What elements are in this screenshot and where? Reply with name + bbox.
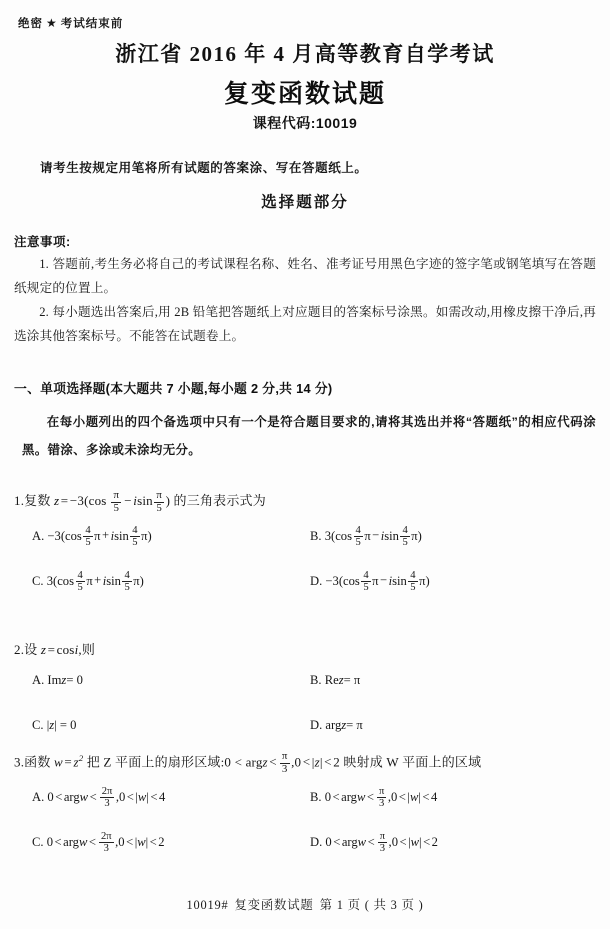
math-z: z: [49, 718, 55, 732]
fraction-denominator: 5: [410, 581, 416, 593]
question-3-stem-mid: 把 Z 平面上的扇形区域:0 < arg: [86, 754, 263, 770]
math-plus: +: [94, 573, 102, 588]
question-1-stem-suffix: 的三角表示式为: [173, 493, 266, 509]
math-lt: <: [126, 789, 134, 804]
math-sin: sin: [106, 573, 121, 588]
math-zero: 0: [118, 789, 126, 804]
math-cos: cos: [88, 493, 107, 509]
math-pi: π: [364, 528, 371, 543]
fraction-numerator: 4: [402, 524, 408, 536]
question-2-number: 2.: [14, 642, 25, 657]
question-2-option-b[interactable]: [310, 670, 360, 690]
math-zero: 0: [391, 789, 398, 804]
fraction-4-5: [76, 570, 85, 594]
math-w: w: [357, 834, 367, 849]
math-zero: 0: [325, 834, 332, 849]
fraction-denominator: 5: [77, 581, 83, 593]
math-w: w: [137, 789, 147, 804]
math-lt: <: [366, 789, 374, 804]
fraction-numerator: 4: [124, 569, 130, 581]
fraction-denominator: 5: [85, 536, 91, 548]
fraction-4-5: [122, 570, 131, 594]
secrecy-marking: [18, 15, 123, 31]
footer-page-number: 第 1 页 ( 共 3 页 ): [319, 898, 424, 912]
option-text: arg: [325, 718, 342, 732]
fraction-denominator: 5: [363, 581, 369, 593]
fraction-pi-3: [280, 751, 290, 776]
note-item-1: 1. 答题前,考生务必将自己的考试课程名称、姓名、准考证号用黑色字迹的签字笔或钢笔填写在答题纸规定的位置上。: [14, 257, 596, 295]
math-i: i: [74, 642, 79, 657]
math-w: w: [78, 834, 88, 849]
exam-title: 浙江省 2016 年 4 月高等教育自学考试: [115, 42, 495, 66]
question-1-option-d[interactable]: D. −3(cos $\frac{4}{5}$ π − isin $\frac{4}{5}$ π): [310, 569, 430, 593]
footer-course-code: 10019#: [186, 898, 229, 912]
question-1-option-b[interactable]: B. 3(cos $\frac{4}{5}$ π − isin $\frac{4}{5}$ π): [310, 524, 422, 548]
math-lt: <: [89, 789, 97, 804]
math-sin: sin: [384, 528, 399, 543]
fraction-numerator: 4: [85, 524, 91, 536]
fraction-pi-5: [111, 490, 121, 515]
option-label: C.: [32, 573, 44, 588]
question-2-option-a[interactable]: [32, 670, 83, 690]
fraction-numerator: 4: [77, 569, 83, 581]
math-z: z: [73, 754, 79, 770]
option-rest: | = 0: [54, 718, 77, 732]
math-w: w: [137, 834, 146, 849]
fraction-denominator: 5: [132, 536, 138, 548]
question-3-stem-suffix: 映射成 W 平面上的区域: [343, 754, 482, 770]
option-text: Im: [47, 673, 62, 687]
question-2-options-row-1: [14, 660, 598, 705]
math-plus: +: [101, 528, 110, 543]
question-1-options-row-2: [14, 560, 598, 605]
question-1-stem-prefix: 复数: [24, 493, 51, 509]
math-lt: <: [324, 754, 332, 770]
math-zero: 0: [391, 834, 398, 849]
math-2: 2: [431, 834, 438, 849]
math-zero: 0: [47, 789, 54, 804]
math-4: 4: [430, 789, 438, 804]
option-label: B.: [310, 528, 322, 543]
math-pi: π: [86, 573, 93, 588]
fraction-denominator: 3: [100, 797, 115, 809]
question-3-stem: 3.函数 $w = z^2$ 把 Z 平面上的扇形区域:0 < argz < $\frac{\pi}{3}$ ,0 < |z| < 2 映射成 W 平面上的区域: [14, 750, 482, 775]
fraction-numerator: π: [379, 785, 385, 797]
math-lt: <: [332, 789, 340, 804]
option-label: B.: [310, 789, 322, 804]
fraction-numerator: 4: [410, 569, 416, 581]
math-lt: <: [55, 789, 63, 804]
math-zero: 0: [46, 834, 54, 849]
math-lt: <: [398, 789, 406, 804]
fraction-numerator: 4: [132, 524, 138, 536]
math-w: w: [356, 789, 366, 804]
question-3-number: 3.: [14, 754, 25, 770]
question-2-option-c[interactable]: [32, 715, 76, 735]
math-i: i: [102, 573, 107, 588]
option-label: A.: [32, 673, 45, 687]
math-neg3: −3: [69, 493, 85, 509]
question-3-option-a[interactable]: A. 0 < argw < $\frac{2\pi}{3}$ ,0 < |w| < 4: [32, 785, 166, 810]
fraction-pi-3: [377, 786, 386, 810]
math-lt: <: [367, 834, 375, 849]
option-label: D.: [310, 573, 323, 588]
math-lt: <: [54, 834, 62, 849]
fraction-numerator: π: [156, 489, 163, 501]
fraction-denominator: 5: [124, 581, 130, 593]
fraction-2pi-3: [99, 831, 114, 855]
math-4: 4: [158, 789, 166, 804]
question-1-number: 1.: [14, 493, 25, 509]
math-exponent-2: 2: [78, 753, 84, 763]
question-1-options-row-1: [14, 515, 598, 560]
paper-title: 复变函数试题: [223, 80, 386, 108]
fraction-4-5: [83, 525, 92, 549]
course-code: 课程代码:10019: [252, 115, 358, 131]
question-3-option-d[interactable]: D. 0 < argw < $\frac{\pi}{3}$ ,0 < |w| < 2: [310, 830, 438, 855]
math-cos: cos: [57, 573, 75, 588]
part-heading: 选择题部分: [261, 194, 349, 211]
fraction-2pi-3: [100, 786, 115, 810]
math-cos: cos: [65, 528, 82, 543]
math-zero: 0: [324, 789, 332, 804]
math-lt: <: [422, 789, 430, 804]
question-2: [14, 640, 598, 750]
section-title: 一、单项选择题(本大题共 7 小题,每小题 2 分,共 14 分): [14, 381, 333, 396]
math-z: z: [40, 642, 47, 657]
fraction-4-5: [130, 525, 139, 549]
math-i: i: [388, 573, 393, 588]
math-lt: <: [423, 834, 431, 849]
math-i: i: [380, 528, 385, 543]
math-neg3: −3: [47, 528, 61, 543]
fraction-denominator: 5: [154, 502, 164, 515]
math-sin: sin: [137, 493, 153, 509]
question-2-stem: [14, 640, 598, 660]
star-icon: ★: [46, 16, 58, 30]
math-zero: 0: [294, 754, 302, 770]
fraction-denominator: 5: [355, 536, 361, 548]
fraction-denominator: 5: [111, 502, 121, 515]
math-lt: <: [333, 834, 341, 849]
question-3-options-row-1: [14, 776, 598, 821]
option-text: Re: [324, 673, 339, 687]
question-3: [14, 748, 598, 866]
option-label: C.: [32, 718, 44, 732]
fraction-denominator: 3: [377, 797, 386, 809]
math-pi: π: [411, 528, 418, 543]
math-neg3: −3: [325, 573, 339, 588]
math-w: w: [410, 834, 420, 849]
question-2-options-row-2: [14, 705, 598, 750]
option-rest: = 0: [66, 673, 83, 687]
fraction-pi-5-b: [154, 490, 164, 515]
option-label: B.: [310, 673, 322, 687]
math-z: z: [314, 754, 320, 770]
math-2: 2: [333, 754, 340, 770]
question-1-stem: 1.复数 z = −3(cos $\frac{\pi}{5}$ − isin $\frac{\pi}{5}$ ) 的三角表示式为: [14, 489, 266, 514]
option-text: |: [46, 718, 50, 732]
option-label: A.: [32, 528, 45, 543]
notes-body: [14, 252, 596, 348]
option-rest: = π: [343, 673, 361, 687]
fraction-numerator: 4: [363, 569, 369, 581]
fraction-numerator: π: [379, 830, 386, 842]
math-3: 3: [46, 573, 54, 588]
notes-title: 注意事项:: [14, 235, 71, 249]
math-lt: <: [269, 754, 277, 770]
math-pi: π: [133, 573, 140, 588]
math-pi: π: [141, 528, 148, 543]
math-pi: π: [372, 573, 379, 588]
fraction-denominator: 3: [99, 842, 114, 854]
math-cos: cos: [56, 642, 75, 657]
math-i: i: [133, 493, 138, 509]
question-3-option-c[interactable]: C. 0 < argw < $\frac{2\pi}{3}$ ,0 < |w| < 2: [32, 830, 165, 855]
fraction-denominator: 3: [280, 763, 290, 776]
math-z: z: [54, 493, 60, 509]
math-eq: =: [60, 493, 69, 509]
page-footer: [0, 895, 610, 913]
math-minus: −: [379, 573, 388, 588]
math-i: i: [110, 528, 115, 543]
math-cos: cos: [335, 528, 353, 543]
question-3-stem-prefix: 函数: [24, 754, 51, 770]
question-2-stem-suffix: ,则: [78, 642, 96, 657]
math-z: z: [61, 673, 67, 687]
option-label: D.: [310, 834, 323, 849]
fraction-numerator: 4: [355, 524, 361, 536]
fraction-numerator: 2π: [101, 785, 113, 797]
fraction-pi-3: [378, 831, 387, 855]
math-lt: <: [88, 834, 96, 849]
math-pi: π: [419, 573, 426, 588]
option-rest: = π: [346, 718, 363, 732]
fraction-denominator: 5: [402, 536, 408, 548]
math-z: z: [262, 754, 268, 770]
math-sin: sin: [392, 573, 407, 588]
fraction-numerator: 2π: [101, 830, 112, 842]
fraction-denominator: 3: [378, 842, 387, 854]
section-intro: [22, 408, 596, 464]
math-lt: <: [399, 834, 407, 849]
secrecy-label: 绝密: [18, 18, 43, 30]
question-1: [14, 490, 598, 605]
question-3-options-row-2: [14, 821, 598, 866]
math-lt: <: [302, 754, 311, 770]
math-pi: π: [94, 528, 101, 543]
math-lt: <: [150, 789, 158, 804]
math-minus: −: [124, 493, 132, 509]
math-zero: 0: [118, 834, 125, 849]
math-eq: =: [47, 642, 56, 657]
fraction-4-5: [361, 570, 370, 594]
math-sin: sin: [114, 528, 129, 543]
math-minus: −: [372, 528, 380, 543]
math-lt: <: [149, 834, 157, 849]
math-2: 2: [158, 834, 165, 849]
fraction-numerator: π: [113, 489, 120, 501]
fraction-4-5: [408, 570, 417, 594]
question-2-stem-prefix: 设: [24, 642, 38, 657]
option-label: A.: [32, 789, 45, 804]
math-w: w: [409, 789, 419, 804]
math-z: z: [341, 718, 347, 732]
math-eq: =: [64, 754, 72, 770]
math-cos: cos: [343, 573, 360, 588]
option-label: C.: [32, 834, 44, 849]
fraction-4-5: [400, 525, 409, 549]
note-item-2: 2. 每小题选出答案后,用 2B 铅笔把答题纸上对应题目的答案标号涂黑。如需改动,用橡皮擦干净后,再选涂其他答案标号。不能答在试题卷上。: [14, 305, 596, 343]
math-lt: <: [126, 834, 134, 849]
question-2-option-d[interactable]: [310, 715, 363, 735]
footer-title: 复变函数试题: [234, 898, 314, 912]
math-w: w: [54, 754, 63, 770]
answer-sheet-notice: 请考生按规定用笔将所有试题的答案涂、写在答题纸上。: [40, 161, 368, 175]
math-w: w: [79, 789, 89, 804]
question-1-option-a[interactable]: A. −3(cos $\frac{4}{5}$ π + isin $\frac{4}{5}$ π): [32, 524, 152, 548]
option-label: D.: [310, 718, 323, 732]
section-intro-text: 在每小题列出的四个备选项中只有一个是符合题目要求的,请将其选出并将“答题纸”的相应代码涂黑。错涂、多涂或未涂均无分。: [22, 415, 596, 457]
fraction-numerator: π: [281, 750, 288, 763]
question-1-option-c[interactable]: C. 3(cos $\frac{4}{5}$ π + isin $\frac{4}{5}$ π): [32, 569, 144, 593]
question-3-option-b[interactable]: B. 0 < argw < $\frac{\pi}{3}$ ,0 < |w| < 4: [310, 785, 438, 810]
secrecy-suffix: 考试结束前: [60, 18, 124, 30]
math-3: 3: [324, 528, 332, 543]
math-z: z: [338, 673, 344, 687]
fraction-4-5: [354, 525, 363, 549]
